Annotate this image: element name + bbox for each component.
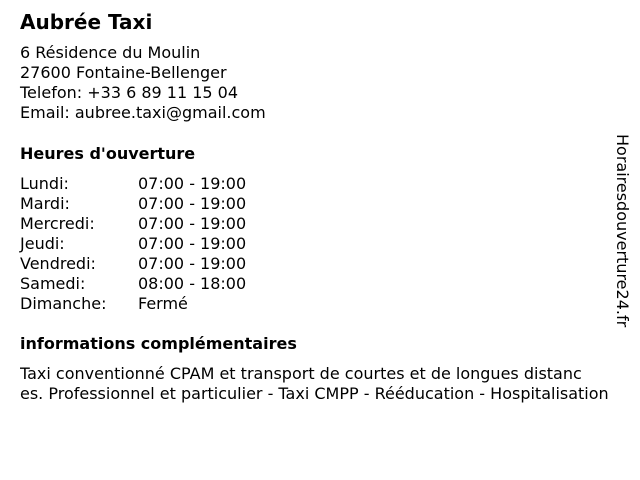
- email-address: Email: aubree.taxi@gmail.com: [20, 103, 266, 122]
- day-label: Mercredi:: [20, 214, 95, 233]
- phone-number: Telefon: +33 6 89 11 15 04: [20, 83, 239, 102]
- day-label: Mardi:: [20, 194, 70, 213]
- day-label: Samedi:: [20, 274, 86, 293]
- address-city: 27600 Fontaine-Bellenger: [20, 63, 227, 82]
- day-label: Vendredi:: [20, 254, 96, 273]
- time-value: 07:00 - 19:00: [138, 254, 247, 273]
- day-label: Dimanche:: [20, 294, 107, 313]
- business-name: Aubrée Taxi: [20, 10, 153, 34]
- day-label: Lundi:: [20, 174, 69, 193]
- address-street: 6 Résidence du Moulin: [20, 43, 201, 62]
- description-line: Taxi conventionné CPAM et transport de courtes et de longues distanc: [20, 364, 582, 383]
- time-value: 07:00 - 19:00: [138, 194, 247, 213]
- time-value: 07:00 - 19:00: [138, 234, 247, 253]
- time-value: 07:00 - 19:00: [138, 174, 247, 193]
- time-value: 07:00 - 19:00: [138, 214, 247, 233]
- site-watermark: Horairesdouverture24.fr: [613, 134, 632, 328]
- contact-block: [20, 43, 266, 123]
- time-value: 08:00 - 18:00: [138, 274, 247, 293]
- additional-info-heading: informations complémentaires: [20, 334, 297, 353]
- description-line: es. Professionnel et particulier - Taxi CMPP - Rééducation - Hospitalisation: [20, 384, 609, 403]
- opening-hours-heading: Heures d'ouverture: [20, 144, 196, 163]
- day-label: Jeudi:: [20, 234, 65, 253]
- additional-info-text: [20, 364, 628, 404]
- time-value: Fermé: [138, 294, 188, 313]
